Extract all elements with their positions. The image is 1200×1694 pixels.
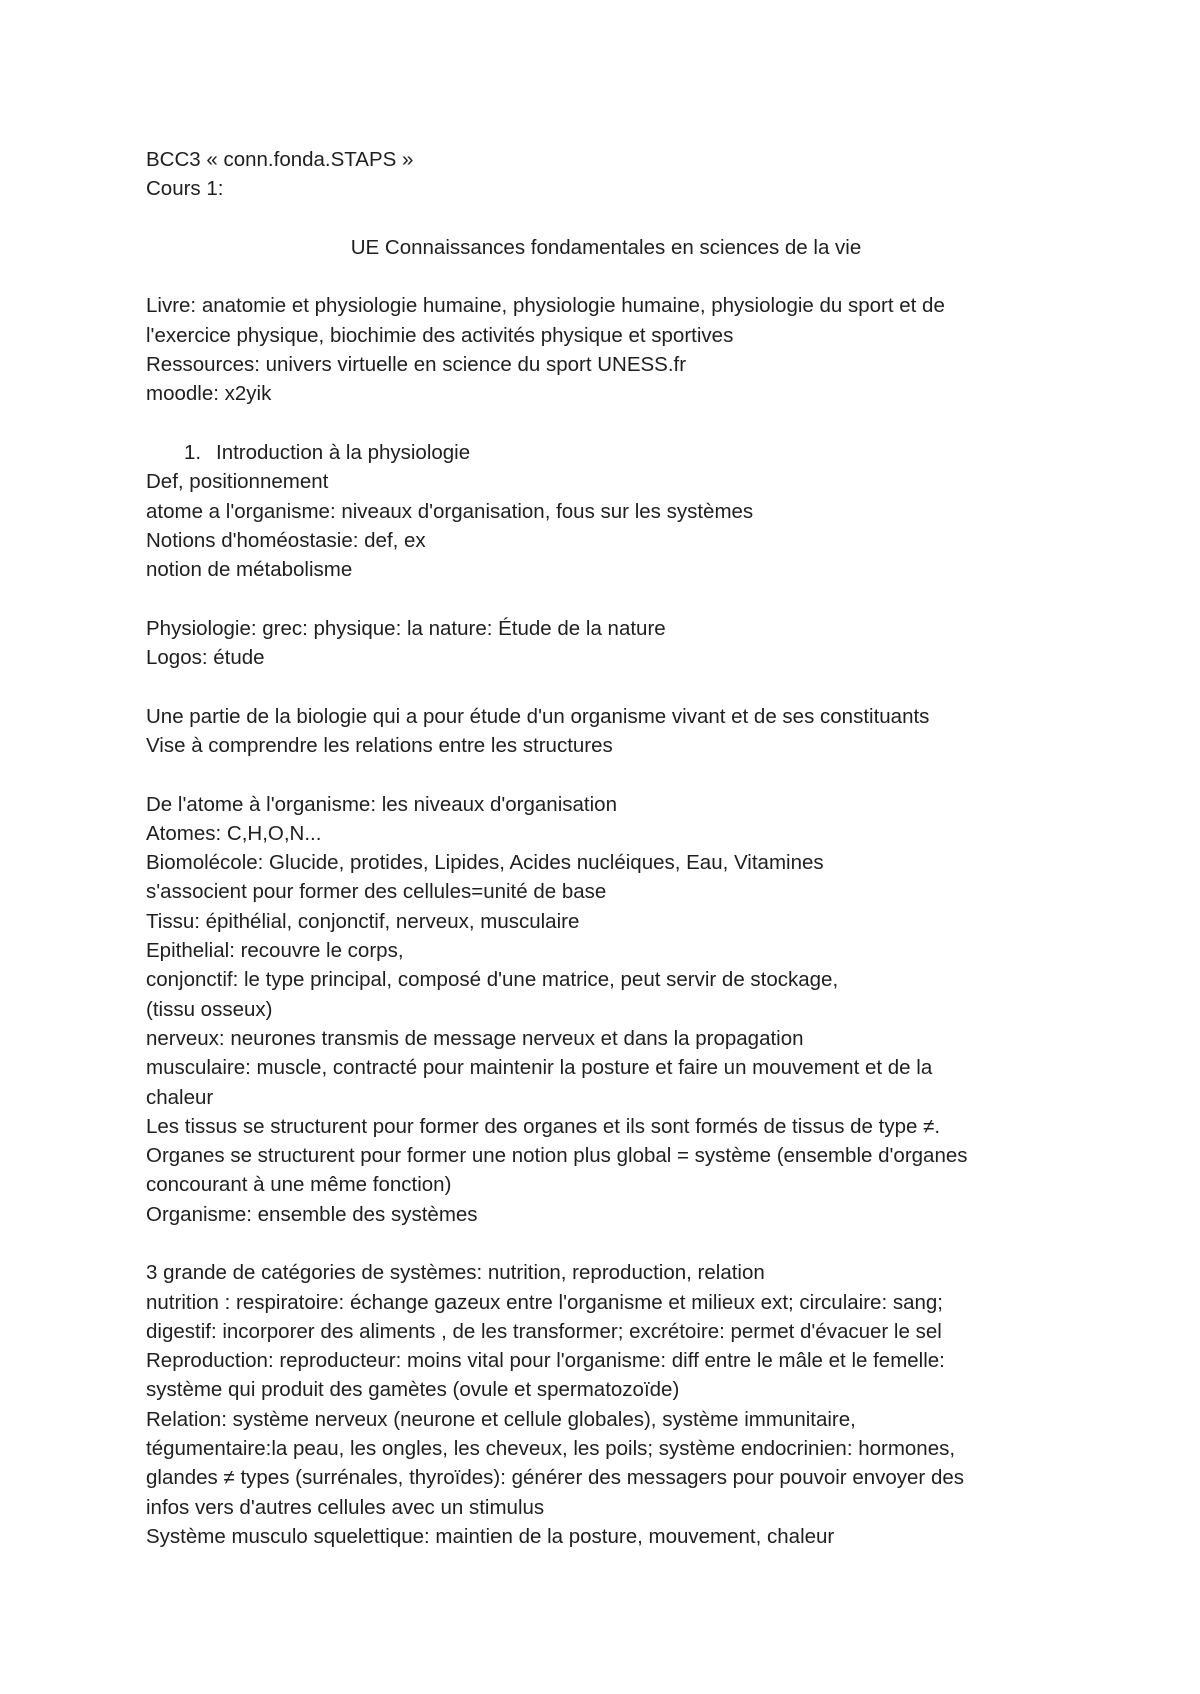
etymology-line: Physiologie: grec: physique: la nature: Étude de la nature [146, 616, 666, 640]
levels-block [146, 790, 1066, 1229]
systems-line: Reproduction: reproducteur: moins vital pour l'organisme: diff entre le mâle et le femelle: [146, 1349, 945, 1373]
definition-line: Une partie de la biologie qui a pour étude d'un organisme vivant et de ses constituants [146, 704, 930, 728]
levels-line: chaleur [146, 1085, 214, 1109]
references-block [146, 291, 1066, 408]
definition-line: Vise à comprendre les relations entre les structures [146, 733, 613, 757]
levels-line: Epithelial: recouvre le corps, [146, 939, 404, 963]
levels-line: Organes se structurent pour former une notion plus global = système (ensemble d'organes [146, 1144, 968, 1168]
levels-line: (tissu osseux) [146, 997, 273, 1021]
systems-block [146, 1258, 1066, 1551]
reference-line: l'exercice physique, biochimie des activités physique et sportives [146, 323, 734, 347]
reference-line: moodle: x2yik [146, 382, 272, 406]
document-title: BCC3 « conn.fonda.STAPS » [146, 148, 414, 171]
intro-line: Def, positionnement [146, 470, 329, 494]
intro-block [146, 467, 1066, 584]
systems-line: système qui produit des gamètes (ovule et spermatozoïde) [146, 1378, 680, 1402]
levels-line: Organisme: ensemble des systèmes [146, 1202, 478, 1226]
intro-line: Notions d'homéostasie: def, ex [146, 528, 426, 552]
systems-line: 3 grande de catégories de systèmes: nutrition, reproduction, relation [146, 1261, 765, 1285]
systems-line: tégumentaire:la peau, les ongles, les cheveux, les poils; système endocrinien: hormones, [146, 1437, 956, 1461]
list-item-label: Introduction à la physiologie [216, 440, 471, 464]
intro-line: notion de métabolisme [146, 558, 353, 582]
systems-line: digestif: incorporer des aliments , de les transformer; excrétoire: permet d'évacuer le sel [146, 1319, 942, 1343]
spacer [146, 760, 1066, 789]
levels-line: Les tissus se structurent pour former des organes et ils sont formés de tissus de type ≠. [146, 1114, 941, 1138]
spacer [146, 262, 1066, 291]
systems-line: nutrition : respiratoire: échange gazeux entre l'organisme et milieux ext; circulaire: sang; [146, 1290, 943, 1314]
reference-line: Livre: anatomie et physiologie humaine, physiologie humaine, physiologie du sport et de [146, 294, 945, 318]
spacer [146, 204, 1066, 233]
levels-line: conjonctif: le type principal, composé d'une matrice, peut servir de stockage, [146, 968, 839, 992]
spacer [146, 584, 1066, 613]
numbered-list-item [146, 438, 1066, 467]
definition-block [146, 702, 1066, 761]
systems-line: glandes ≠ types (surrénales, thyroïdes): générer des messagers pour pouvoir envoyer des [146, 1466, 965, 1490]
spacer [146, 672, 1066, 701]
levels-line: s'associent pour former des cellules=unité de base [146, 880, 607, 904]
levels-line: Atomes: C,H,O,N... [146, 821, 322, 845]
list-number: 1. [184, 440, 202, 464]
reference-line: Ressources: univers virtuelle en science du sport UNESS.fr [146, 353, 687, 377]
etymology-block [146, 614, 1066, 673]
spacer [146, 409, 1066, 438]
ue-heading: UE Connaissances fondamentales en sciences de la vie [350, 235, 862, 259]
intro-line: atome a l'organisme: niveaux d'organisation, fous sur les systèmes [146, 499, 754, 523]
levels-line: De l'atome à l'organisme: les niveaux d'organisation [146, 792, 617, 816]
systems-line: infos vers d'autres cellules avec un stimulus [146, 1495, 545, 1519]
document-body [146, 145, 1066, 1551]
etymology-line: Logos: étude [146, 646, 265, 670]
course-label: Cours 1: [146, 177, 224, 201]
levels-line: musculaire: muscle, contracté pour maintenir la posture et faire un mouvement et de la [146, 1056, 933, 1080]
levels-line: nerveux: neurones transmis de message nerveux et dans la propagation [146, 1026, 804, 1050]
levels-line: Biomolécole: Glucide, protides, Lipides, Acides nucléiques, Eau, Vitamines [146, 851, 824, 875]
levels-line: Tissu: épithélial, conjonctif, nerveux, musculaire [146, 909, 580, 933]
levels-line: concourant à une même fonction) [146, 1173, 452, 1197]
spacer [146, 1229, 1066, 1258]
systems-line: Système musculo squelettique: maintien de la posture, mouvement, chaleur [146, 1524, 835, 1548]
systems-line: Relation: système nerveux (neurone et cellule globales), système immunitaire, [146, 1407, 856, 1431]
